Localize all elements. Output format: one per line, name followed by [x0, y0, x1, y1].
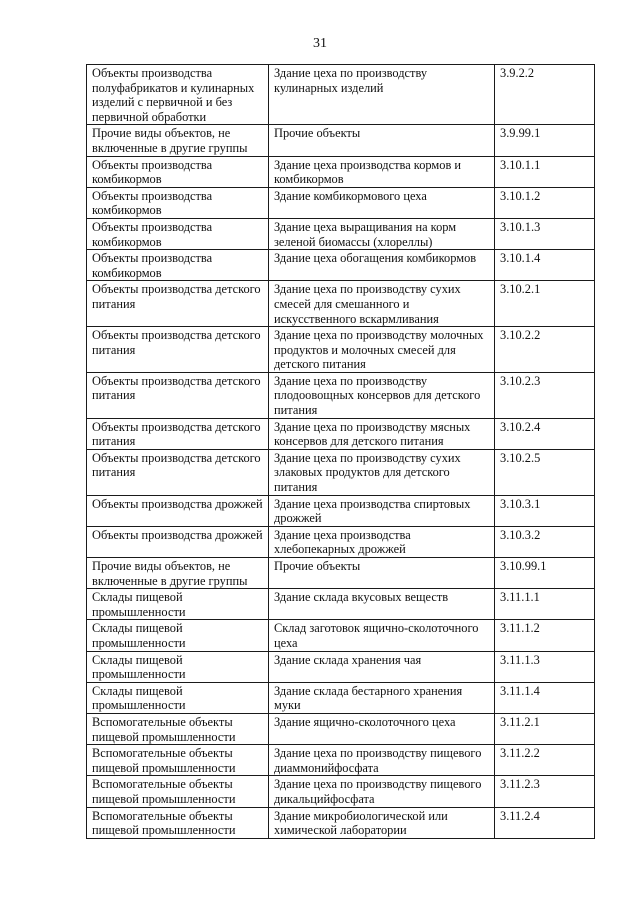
- table-row: [87, 589, 595, 620]
- table-row: [87, 651, 595, 682]
- object-name-cell: Здание цеха по производству плодоовощных консервов для детского питания: [269, 372, 495, 418]
- object-code-cell: 3.11.1.2: [495, 620, 595, 651]
- object-group-cell: Объекты производства детского питания: [87, 281, 269, 327]
- object-code-cell: 3.10.1.1: [495, 156, 595, 187]
- object-code-cell: 3.10.3.1: [495, 495, 595, 526]
- object-name-cell: Прочие объекты: [269, 125, 495, 156]
- object-code-cell: 3.10.1.3: [495, 218, 595, 249]
- table-row: [87, 449, 595, 495]
- object-code-cell: 3.11.1.1: [495, 589, 595, 620]
- object-code-cell: 3.11.2.2: [495, 745, 595, 776]
- table-row: [87, 281, 595, 327]
- object-code-cell: 3.9.99.1: [495, 125, 595, 156]
- object-name-cell: Здание микробиологической или химической лаборатории: [269, 807, 495, 838]
- object-code-cell: 3.9.2.2: [495, 65, 595, 125]
- object-name-cell: Здание цеха по производству мясных консервов для детского питания: [269, 418, 495, 449]
- object-code-cell: 3.10.1.2: [495, 187, 595, 218]
- table-row: [87, 745, 595, 776]
- object-name-cell: Здание цеха производства спиртовых дрожжей: [269, 495, 495, 526]
- object-name-cell: Здание цеха по производству сухих смесей для смешанного и искусственного вскармливания: [269, 281, 495, 327]
- table-row: [87, 125, 595, 156]
- object-group-cell: Объекты производства полуфабрикатов и кулинарных изделий с первичной и без первичной обработки: [87, 65, 269, 125]
- object-group-cell: Объекты производства комбикормов: [87, 250, 269, 281]
- object-group-cell: Склады пищевой промышленности: [87, 651, 269, 682]
- object-name-cell: Здание ящично-сколоточного цеха: [269, 713, 495, 744]
- object-code-cell: 3.11.1.4: [495, 682, 595, 713]
- object-group-cell: Прочие виды объектов, не включенные в другие группы: [87, 558, 269, 589]
- object-code-cell: 3.10.1.4: [495, 250, 595, 281]
- object-group-cell: Прочие виды объектов, не включенные в другие группы: [87, 125, 269, 156]
- table-row: [87, 807, 595, 838]
- object-code-cell: 3.10.99.1: [495, 558, 595, 589]
- object-name-cell: Здание склада вкусовых веществ: [269, 589, 495, 620]
- object-code-cell: 3.10.2.4: [495, 418, 595, 449]
- table-row: [87, 218, 595, 249]
- object-code-cell: 3.10.2.5: [495, 449, 595, 495]
- object-name-cell: Здание цеха производства хлебопекарных дрожжей: [269, 526, 495, 557]
- object-code-cell: 3.11.2.3: [495, 776, 595, 807]
- object-group-cell: Вспомогательные объекты пищевой промышленности: [87, 745, 269, 776]
- table-row: [87, 713, 595, 744]
- object-group-cell: Вспомогательные объекты пищевой промышленности: [87, 713, 269, 744]
- object-name-cell: Здание цеха по производству кулинарных изделий: [269, 65, 495, 125]
- object-code-cell: 3.11.2.1: [495, 713, 595, 744]
- object-group-cell: Объекты производства комбикормов: [87, 218, 269, 249]
- object-name-cell: Здание комбикормового цеха: [269, 187, 495, 218]
- table-row: [87, 156, 595, 187]
- object-name-cell: Здание цеха по производству пищевого дикальцийфосфата: [269, 776, 495, 807]
- object-code-cell: 3.11.2.4: [495, 807, 595, 838]
- registry-table-body: [87, 65, 595, 839]
- object-name-cell: Здание склада хранения чая: [269, 651, 495, 682]
- object-code-cell: 3.10.2.2: [495, 327, 595, 373]
- object-code-cell: 3.10.2.3: [495, 372, 595, 418]
- object-code-cell: 3.10.2.1: [495, 281, 595, 327]
- table-row: [87, 558, 595, 589]
- table-row: [87, 495, 595, 526]
- object-name-cell: Прочие объекты: [269, 558, 495, 589]
- object-name-cell: Здание цеха обогащения комбикормов: [269, 250, 495, 281]
- table-row: [87, 327, 595, 373]
- page-number: 31: [313, 36, 327, 51]
- table-row: [87, 418, 595, 449]
- table-row: [87, 372, 595, 418]
- object-name-cell: Здание цеха по производству сухих злаковых продуктов для детского питания: [269, 449, 495, 495]
- object-group-cell: Объекты производства комбикормов: [87, 156, 269, 187]
- table-row: [87, 776, 595, 807]
- table-row: [87, 526, 595, 557]
- object-group-cell: Вспомогательные объекты пищевой промышленности: [87, 776, 269, 807]
- table-row: [87, 250, 595, 281]
- object-name-cell: Здание цеха по производству молочных продуктов и молочных смесей для детского питания: [269, 327, 495, 373]
- table-row: [87, 620, 595, 651]
- object-group-cell: Объекты производства детского питания: [87, 372, 269, 418]
- object-name-cell: Здание цеха по производству пищевого диаммонийфосфата: [269, 745, 495, 776]
- object-group-cell: Объекты производства детского питания: [87, 327, 269, 373]
- object-name-cell: Здание склада бестарного хранения муки: [269, 682, 495, 713]
- object-group-cell: Склады пищевой промышленности: [87, 682, 269, 713]
- registry-table: [86, 64, 595, 839]
- table-row: [87, 187, 595, 218]
- object-name-cell: Здание цеха производства кормов и комбикормов: [269, 156, 495, 187]
- object-group-cell: Объекты производства детского питания: [87, 418, 269, 449]
- object-group-cell: Вспомогательные объекты пищевой промышленности: [87, 807, 269, 838]
- object-group-cell: Объекты производства дрожжей: [87, 495, 269, 526]
- object-code-cell: 3.11.1.3: [495, 651, 595, 682]
- object-name-cell: Склад заготовок ящично-сколоточного цеха: [269, 620, 495, 651]
- object-group-cell: Объекты производства детского питания: [87, 449, 269, 495]
- object-group-cell: Объекты производства комбикормов: [87, 187, 269, 218]
- table-row: [87, 682, 595, 713]
- object-group-cell: Объекты производства дрожжей: [87, 526, 269, 557]
- object-name-cell: Здание цеха выращивания на корм зеленой биомассы (хлореллы): [269, 218, 495, 249]
- object-code-cell: 3.10.3.2: [495, 526, 595, 557]
- object-group-cell: Склады пищевой промышленности: [87, 620, 269, 651]
- table-row: [87, 65, 595, 125]
- object-group-cell: Склады пищевой промышленности: [87, 589, 269, 620]
